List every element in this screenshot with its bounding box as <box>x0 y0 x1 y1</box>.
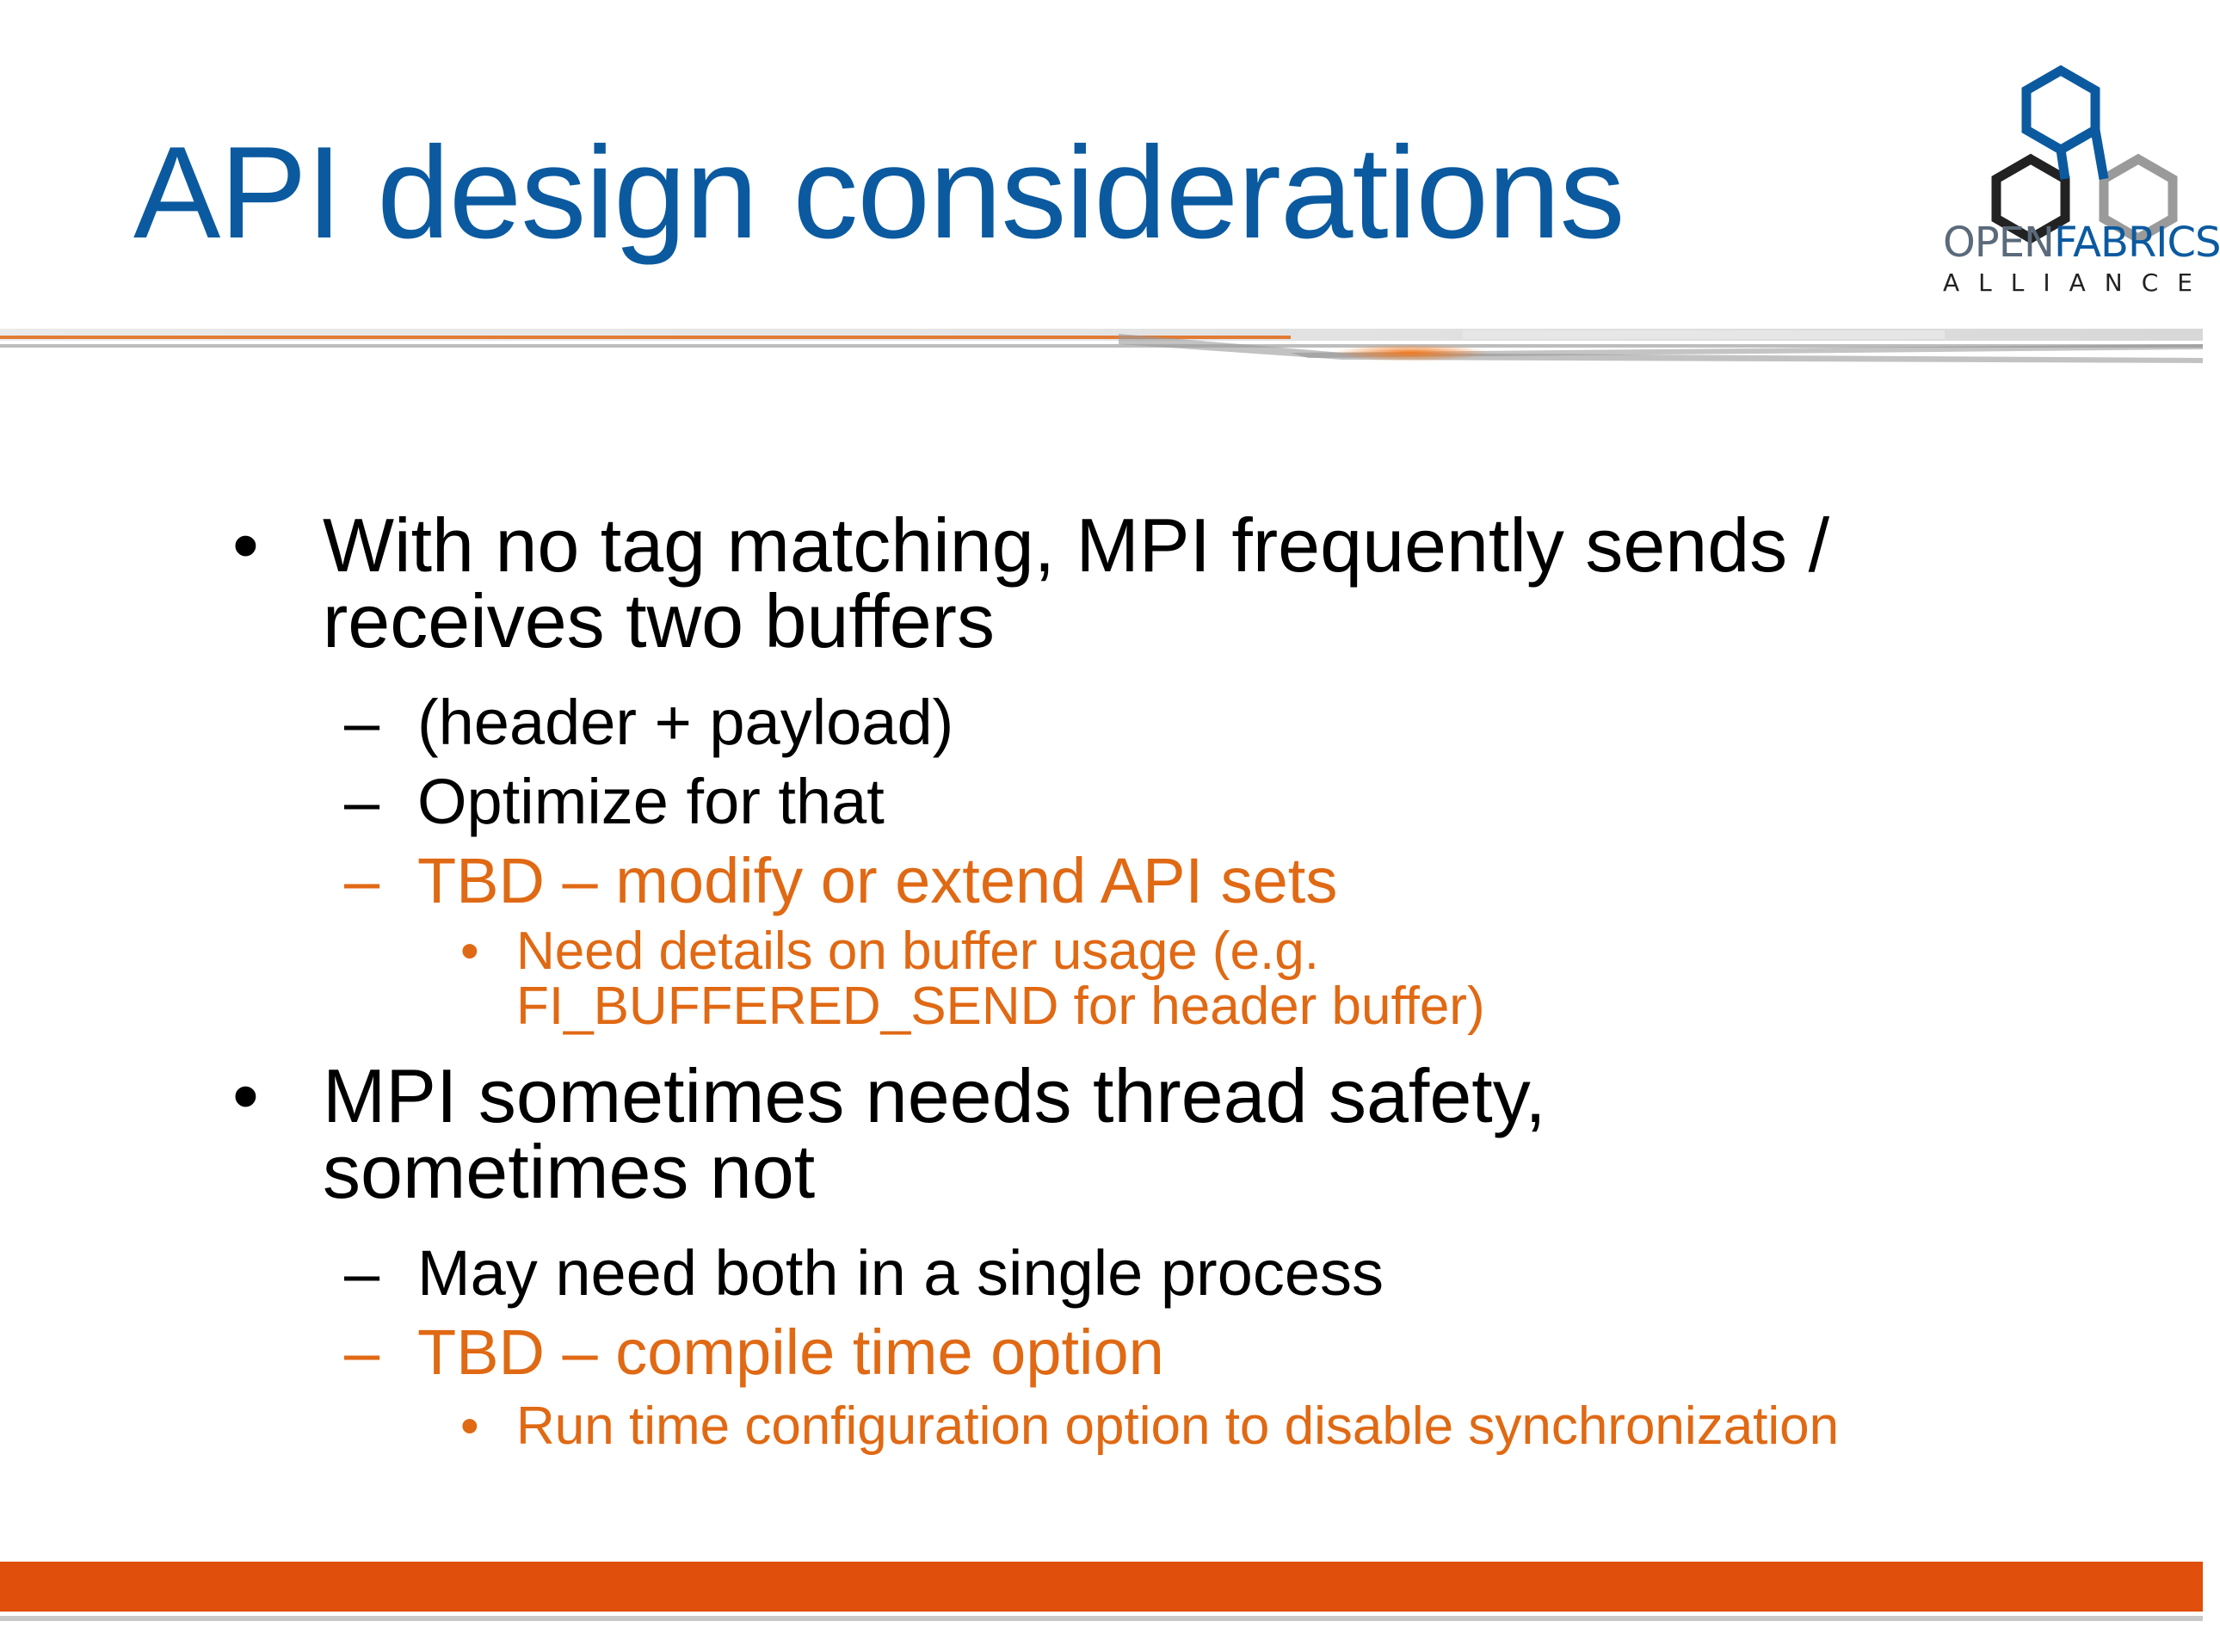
slide-title: API design considerations <box>133 120 1625 266</box>
sub-bullet-item-highlight <box>232 1313 2125 1392</box>
slide-content <box>232 502 2125 1456</box>
bullet-marker: • <box>460 922 479 981</box>
bullet-marker: • <box>460 1396 479 1456</box>
bullet-text-line: MPI sometimes needs thread safety, <box>323 1053 1546 1138</box>
dash-marker: – <box>344 766 380 837</box>
bullet-item <box>232 1053 2125 1214</box>
dash-marker: – <box>344 687 380 758</box>
dash-marker: – <box>344 845 380 916</box>
sub-sub-bullet-text-line: Run time configuration option to disable synchronization <box>516 1396 1840 1456</box>
sub-bullet-item-highlight <box>232 841 2125 921</box>
sub-bullet-item <box>232 762 2125 841</box>
dash-marker: – <box>344 1316 380 1388</box>
bullet-text-line: sometimes not <box>323 1129 816 1214</box>
sub-sub-bullet-text-line: Need details on buffer usage (e.g. <box>516 922 1319 981</box>
header-divider <box>0 327 2203 370</box>
sub-sub-bullet-text-line: FI_BUFFERED_SEND for header buffer) <box>516 977 1485 1036</box>
sub-bullet-text: (header + payload) <box>417 687 954 758</box>
bullet-marker: • <box>232 1053 259 1138</box>
footer-line <box>0 1616 2203 1621</box>
sub-bullet-item <box>232 1234 2125 1313</box>
logo-wordmark <box>1943 219 2220 267</box>
sub-sub-bullet-item <box>232 1396 2125 1456</box>
logo-open-text: OPEN <box>1943 219 2054 267</box>
sub-bullet-item <box>232 683 2125 762</box>
sub-sub-bullet-item <box>232 924 2125 1034</box>
sub-bullet-text: May need both in a single process <box>417 1237 1384 1309</box>
bullet-text-line: With no tag matching, MPI frequently sends / <box>323 502 1830 588</box>
bullet-marker: • <box>232 502 259 588</box>
bullet-text-line: receives two buffers <box>323 578 995 663</box>
sub-bullet-text: Optimize for that <box>417 766 885 837</box>
bullet-item <box>232 502 2125 663</box>
logo-fabrics-text: FABRICS <box>2053 219 2220 267</box>
footer-bar <box>0 1562 2203 1612</box>
sub-bullet-text: TBD – modify or extend API sets <box>417 845 1338 916</box>
dash-marker: – <box>344 1237 380 1309</box>
logo-alliance-text: ALLIANCE <box>1943 268 2211 297</box>
sub-bullet-text: TBD – compile time option <box>417 1316 1164 1388</box>
